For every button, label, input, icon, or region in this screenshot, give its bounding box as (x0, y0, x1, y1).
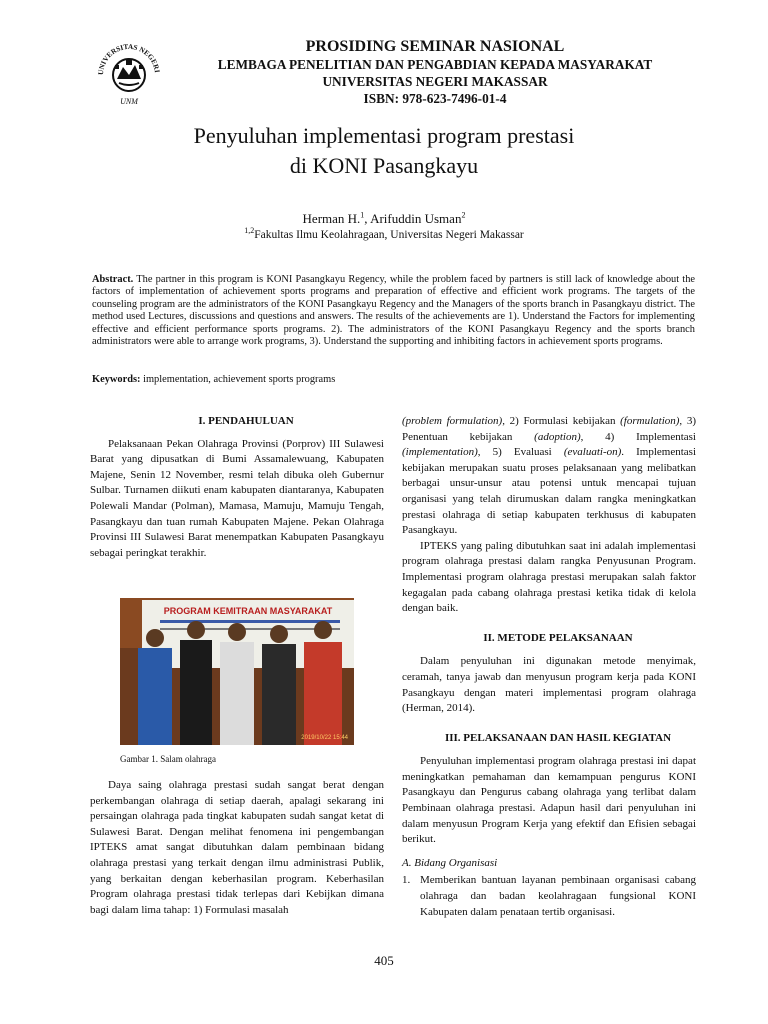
author-2-sup: 2 (461, 210, 466, 220)
section-1-heading: I. PENDAHULUAN (198, 415, 294, 427)
paper-title-line-1: Penyuluhan implementasi program prestasi (193, 123, 575, 148)
university-logo (93, 35, 165, 107)
figure-1-photo (120, 598, 354, 745)
institution-line: LEMBAGA PENELITIAN DAN PENGABDIAN KEPADA MASYARAKAT (217, 57, 653, 72)
abstract (92, 274, 695, 348)
list-item-text: Memberikan bantuan layanan pembinaan organisasi cabang olahraga dan badan keolahragaan fungsional KONI Kabupaten dalam penataan tertib organisasi. (420, 874, 696, 918)
photo-timestamp: 2019/10/22 15:44 (301, 735, 348, 741)
method-paragraph: Dalam penyuluhan ini digunakan metode menyimak, ceramah, tanya jawab dan menyusun program kerja pada KONI Pasangkayu dengan materi implementasi program olahraga (Herman, 2014). (402, 655, 696, 715)
logo-text-top: UNIVERSITAS NEGERI (96, 42, 161, 76)
term-formulation: (formulation) (620, 415, 680, 427)
author-1-sup: 1 (360, 210, 365, 220)
keywords-label: Keywords: (92, 374, 141, 385)
authors (0, 211, 768, 227)
affiliation-sup: 1,2 (244, 226, 255, 236)
keywords-text: implementation, achievement sports programs (140, 374, 336, 385)
university-line: UNIVERSITAS NEGERI MAKASSAR (322, 74, 548, 89)
term-adoption: (adoption) (534, 430, 581, 443)
author-separator: , (364, 211, 371, 226)
logo-text-bottom: UNM (120, 97, 138, 106)
affiliation (0, 226, 768, 241)
results-paragraph: Penyuluhan implementasi program olahraga prestasi ini dapat meningkatkan pemahaman dan kemampuan pengurus KONI Pasangkayu dan Pengurus cabang olahraga yang terlibat dalam Pembinaan olahraga prestasi. Adapun hasil dari penyuluhan ini dalam menyusun Program Kerja yang efektif dan Efisien sebagai berikut. (402, 755, 696, 846)
proceedings-title: PROSIDING SEMINAR NASIONAL (305, 38, 565, 55)
right-column (402, 414, 696, 920)
list-item-number: 1. (402, 874, 411, 887)
left-column-bottom (90, 778, 384, 918)
intro-paragraph-1: Pelaksanaan Pekan Olahraga Provinsi (Porprov) III Sulawesi Barat yang dipusatkan di Bumi Assamalewuang, Kabupaten Majene, Senin 12 November, resmi telah dibuka oleh Gubernur Sulbar. Turnamen diikuti enam kabupaten diantaranya, Kabupaten Polewali Mandar (Polman), Mamasa, Mamuju, Mamuju Tengah, Pasangkayu dan tuan rumah Kabupaten Majene. Pekan Olahraga Provinsi III Sulawesi Barat menempatkan Kabupaten Pasangkayu sebagai peringkat terakhir. (90, 437, 384, 559)
left-column-top (90, 414, 384, 561)
author-1: Herman H. (302, 211, 361, 226)
paper-title-line-2: di KONI Pasangkayu (289, 153, 479, 178)
affiliation-text: Fakultas Ilmu Keolahragaan, Universitas Negeri Makassar (254, 229, 524, 241)
abstract-label: Abstract. (92, 274, 134, 285)
intro-paragraph-continued (402, 414, 696, 539)
isbn-line: ISBN: 978-623-7496-01-4 (363, 91, 507, 106)
section-3-heading: III. PELAKSANAAN DAN HASIL KEGIATAN (444, 731, 672, 744)
text-part: . Implementasi kebijakan merupakan suatu proses pelaksanaan yang melibatkan berbagai unsur-unsur atau potensi untuk mencapai tujuan organisasi yang telah dirumuskan dalam rangka meningkatkan prestasi olahraga di setiap kabupaten terkhusus di kabupaten Pasangkayu. (402, 446, 696, 537)
term-problem-formulation: (problem formulation) (402, 415, 503, 427)
section-2-heading: II. METODE PELAKSANAAN (483, 631, 633, 644)
subsection-a-heading (402, 856, 696, 872)
ipteks-paragraph: IPTEKS yang paling dibutuhkan saat ini adalah implementasi program olahraga prestasi dalam rangka Penyusunan Program. Implementasi program olahraga prestasi merupakan salah faktor kegagalan pada cabang olahraga prestasi ketika tidak di kelola dengan baik. (402, 539, 696, 615)
text-part: , 4) Implementasi (580, 430, 696, 443)
author-2: Arifuddin Usman (370, 211, 462, 226)
subsection-a-title: A. Bidang Organisasi (402, 856, 498, 869)
svg-text:UNIVERSITAS NEGERI MAKASSAR (93, 35, 161, 75)
list-item (402, 873, 696, 920)
text-part: , 5) Evaluasi (477, 446, 564, 459)
page-number: 405 (374, 953, 394, 968)
term-implementation: (implementation) (402, 446, 478, 459)
keywords (92, 374, 695, 385)
text-part: , 2) Formulasi kebijakan (502, 415, 621, 427)
abstract-text: The partner in this program is KONI Pasangkayu Regency, while the problem faced by partners is still lack of knowledge about the factors of implementation of achievement sports programs and preparation of effective and efficient work programs. The targets of the counseling program are the administrators of the KONI Pasangkayu Regency and the Managers of the sports branch in Pasangkayu district. The method used Lectures, discussions and questions and answers. The results of the achievements are 1). Understand the Factors for implementing effective and efficient performance sports programs. 2). The administrators of the KONI Pasangkayu Regency and the sports branch administrators were able to arrange work programs, 3). Understand the supporting and inhibiting factors in achievement sports programs. (92, 274, 695, 348)
intro-paragraph-2: Daya saing olahraga prestasi sudah sangat berat dengan perkembangan olahraga di setiap daerah, apalagi sekarang ini persaingan olahraga pada tingkat kabupaten sudah sangat ketat di Sulawesi Barat. Dengan melihat fenomena ini pengembangan IPTEKS amat sangat dibutuhkan dalam pembinaan bidang olahraga prestasi yang terkait dengan ilmu administrasi Publik, yang berkaitan dengan keberhasilan program. Keberhasilan Program olahraga prestasi tidak terlepas dari Kebijkan dimana bagi dalam lima tahap: 1) Formulasi masalah (90, 779, 384, 916)
term-evaluation: (evaluati-on) (563, 446, 622, 459)
figure-1-caption: Gambar 1. Salam olahraga (120, 754, 216, 764)
banner-text: PROGRAM KEMITRAAN MASYARAKAT (163, 606, 333, 616)
text-part: , 3) Penentuan kebijakan (402, 415, 696, 443)
